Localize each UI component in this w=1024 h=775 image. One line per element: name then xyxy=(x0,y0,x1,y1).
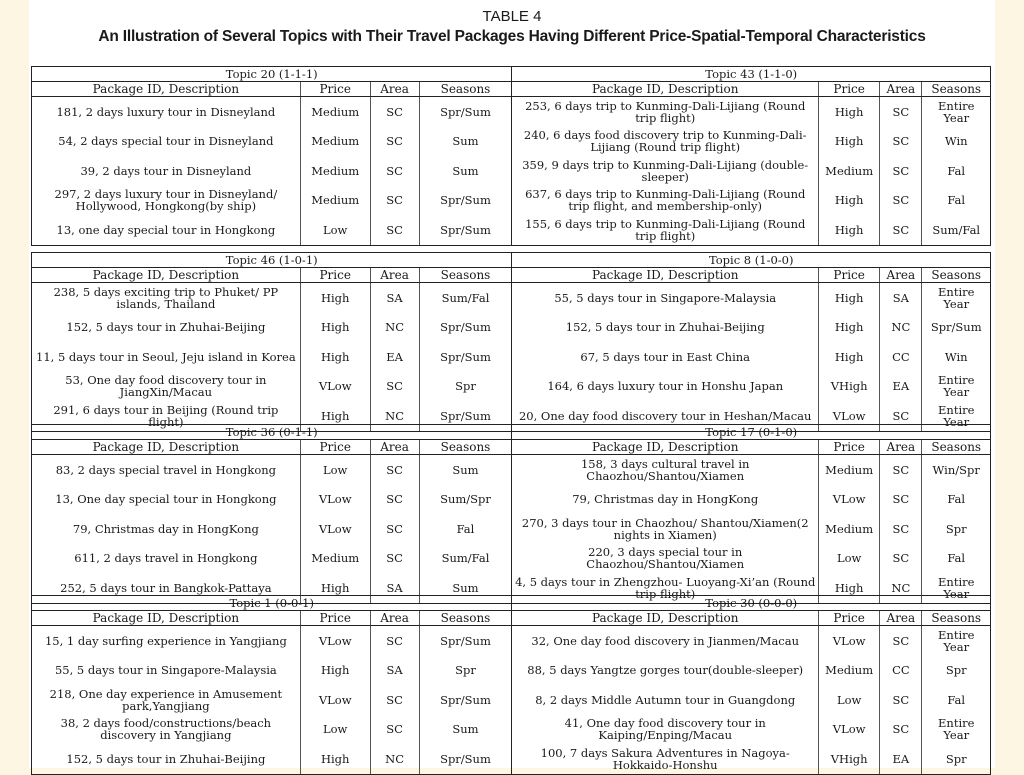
table-cell: SC xyxy=(370,455,419,485)
left-topic-heading: Topic 20 (1-1-1) xyxy=(32,67,512,82)
table-cell: Entire Year xyxy=(938,98,975,125)
table-cell: 20, One day food discovery tour in Heshan/Macau xyxy=(512,401,819,431)
table-cell: Spr/Sum xyxy=(419,401,512,431)
table-cell: SC xyxy=(880,97,922,127)
table-cell: Win xyxy=(944,349,968,364)
table-cell: Entire Year xyxy=(938,402,975,429)
table-cell: High xyxy=(819,342,880,372)
table-cell: Sum/Fal xyxy=(419,544,512,574)
topic-block xyxy=(31,424,991,604)
table-cell: SC xyxy=(880,685,922,715)
topic-block xyxy=(31,252,991,432)
column-header: Package ID, Description xyxy=(32,268,300,283)
column-header: Area xyxy=(370,440,419,455)
column-header: Price xyxy=(819,440,880,455)
table-cell: Spr xyxy=(419,372,512,402)
column-header: Area xyxy=(880,611,922,626)
column-header: Area xyxy=(880,268,922,283)
table-cell: SC xyxy=(370,372,419,402)
table-cell: Sum/Fal xyxy=(419,283,512,313)
table-cell: SC xyxy=(880,455,922,485)
column-header: Package ID, Description xyxy=(512,611,819,626)
left-topic-heading: Topic 36 (0-1-1) xyxy=(32,425,512,440)
table-row xyxy=(32,186,990,216)
table-cell: EA xyxy=(370,342,419,372)
table-cell: 291, 6 days tour in Beijing (Round trip flight) xyxy=(32,401,300,431)
column-header: Seasons xyxy=(419,82,512,97)
column-header: Seasons xyxy=(922,440,990,455)
table-cell: SC xyxy=(880,514,922,544)
table-cell: 67, 5 days tour in East China xyxy=(512,342,819,372)
column-header: Price xyxy=(300,268,370,283)
table-cell: 100, 7 days Sakura Adventures in Nagoya- Hokkaido-Honshu xyxy=(512,744,819,774)
table-cell: High xyxy=(300,283,370,313)
table-cell: 270, 3 days tour in Chaozhou/ Shantou/Xiamen(2 nights in Xiamen) xyxy=(512,514,819,544)
table-cell: SC xyxy=(880,186,922,216)
table-cell: VLow xyxy=(300,685,370,715)
table-cell: 4, 5 days tour in Zhengzhou- Luoyang-Xi’an (Round trip flight) xyxy=(512,573,819,603)
table-cell: Fal xyxy=(947,492,966,507)
table-cell: NC xyxy=(880,573,922,603)
table-cell: 220, 3 days special tour in Chaozhou/Shantou/Xiamen xyxy=(512,544,819,574)
table-cell: Medium xyxy=(819,156,880,186)
table-cell: Entire Year xyxy=(938,284,975,311)
table-cell: Spr/Sum xyxy=(419,342,512,372)
table-cell: Win xyxy=(944,134,968,149)
column-header: Package ID, Description xyxy=(512,268,819,283)
table-cell: 55, 5 days tour in Singapore-Malaysia xyxy=(32,656,300,686)
table-cell: VLow xyxy=(819,715,880,745)
table-cell: High xyxy=(300,342,370,372)
topic-block xyxy=(31,66,991,246)
table-cell: 238, 5 days exciting trip to Phuket/ PP islands, Thailand xyxy=(32,283,300,313)
table-cell: SC xyxy=(370,685,419,715)
table-cell: Medium xyxy=(300,156,370,186)
table-cell: High xyxy=(819,127,880,157)
table-cell: 253, 6 days trip to Kunming-Dali-Lijiang (Round trip flight) xyxy=(512,97,819,127)
table-row xyxy=(32,685,990,715)
table-cell: SC xyxy=(370,715,419,745)
table-cell: Entire Year xyxy=(938,373,975,400)
table-cell: SA xyxy=(370,656,419,686)
table-cell: Sum/Fal xyxy=(932,222,981,237)
table-row xyxy=(32,744,990,774)
column-header: Seasons xyxy=(419,611,512,626)
table-cell: SA xyxy=(880,283,922,313)
table-cell: Medium xyxy=(819,514,880,544)
table-cell: 38, 2 days food/constructions/beach discovery in Yangjiang xyxy=(32,715,300,745)
table-cell: 53, One day food discovery tour in JiangXin/Macau xyxy=(32,372,300,402)
table-cell: Spr xyxy=(945,663,967,678)
table-cell: Sum/Spr xyxy=(419,485,512,515)
column-header: Area xyxy=(370,611,419,626)
table-title: An Illustration of Several Topics with Their Travel Packages Having Different Price-Spatial-Temporal Characteristics xyxy=(98,28,926,45)
table-cell: VLow xyxy=(300,485,370,515)
table-row xyxy=(32,544,990,574)
column-header: Price xyxy=(819,611,880,626)
table-cell: Spr/Sum xyxy=(419,744,512,774)
table-cell: SA xyxy=(370,573,419,603)
table-cell: High xyxy=(300,656,370,686)
table-cell: Fal xyxy=(947,551,966,566)
column-header: Seasons xyxy=(419,440,512,455)
table-cell: 152, 5 days tour in Zhuhai-Beijing xyxy=(32,744,300,774)
table-cell: 359, 9 days trip to Kunming-Dali-Lijiang (double-sleeper) xyxy=(512,156,819,186)
table-cell: Medium xyxy=(300,127,370,157)
table-cell: SC xyxy=(880,626,922,656)
left-topic-heading: Topic 1 (0-0-1) xyxy=(32,596,512,611)
table-cell: CC xyxy=(880,342,922,372)
table-cell: 15, 1 day surfing experience in Yangjiang xyxy=(32,626,300,656)
table-cell: SC xyxy=(880,715,922,745)
table-cell: SC xyxy=(370,544,419,574)
table-cell: 611, 2 days travel in Hongkong xyxy=(32,544,300,574)
table-cell: 152, 5 days tour in Zhuhai-Beijing xyxy=(512,313,819,343)
topic-table xyxy=(32,67,990,245)
table-row xyxy=(32,485,990,515)
column-header: Package ID, Description xyxy=(512,440,819,455)
table-cell: NC xyxy=(370,744,419,774)
table-cell: High xyxy=(819,97,880,127)
table-cell: SC xyxy=(880,544,922,574)
table-cell: SC xyxy=(370,514,419,544)
table-cell: Medium xyxy=(300,544,370,574)
table-row xyxy=(32,97,990,127)
table-cell: SC xyxy=(880,215,922,245)
table-cell: SC xyxy=(370,626,419,656)
table-cell: High xyxy=(819,186,880,216)
column-header: Package ID, Description xyxy=(32,440,300,455)
table-row xyxy=(32,715,990,745)
table-cell: SA xyxy=(370,283,419,313)
column-header: Seasons xyxy=(419,268,512,283)
table-cell: SC xyxy=(370,127,419,157)
table-cell: 297, 2 days luxury tour in Disneyland/ Hollywood, Hongkong(by ship) xyxy=(32,186,300,216)
topic-block xyxy=(31,595,991,775)
table-cell: High xyxy=(300,313,370,343)
column-header: Seasons xyxy=(922,82,990,97)
table-cell: VLow xyxy=(300,626,370,656)
column-header: Price xyxy=(300,440,370,455)
table-cell: Low xyxy=(300,215,370,245)
table-row xyxy=(32,455,990,485)
table-cell: Spr/Sum xyxy=(419,313,512,343)
table-cell: 13, One day special tour in Hongkong xyxy=(32,485,300,515)
table-row xyxy=(32,514,990,544)
table-cell: Sum xyxy=(419,127,512,157)
table-cell: VLow xyxy=(300,514,370,544)
table-cell: 39, 2 days tour in Disneyland xyxy=(32,156,300,186)
table-cell: SC xyxy=(370,186,419,216)
column-header: Area xyxy=(370,82,419,97)
right-topic-heading: Topic 30 (0-0-0) xyxy=(512,596,990,611)
table-cell: Medium xyxy=(819,656,880,686)
table-cell: SC xyxy=(880,401,922,431)
table-cell: VLow xyxy=(819,626,880,656)
table-row xyxy=(32,372,990,402)
table-cell: 252, 5 days tour in Bangkok-Pattaya xyxy=(32,573,300,603)
column-header: Seasons xyxy=(922,611,990,626)
table-cell: 11, 5 days tour in Seoul, Jeju island in Korea xyxy=(32,342,300,372)
right-topic-heading: Topic 8 (1-0-0) xyxy=(512,253,990,268)
topic-table xyxy=(32,253,990,431)
table-cell: Spr xyxy=(419,656,512,686)
table-cell: Sum xyxy=(419,715,512,745)
table-cell: Low xyxy=(819,544,880,574)
table-cell: VLow xyxy=(819,401,880,431)
table-cell: Medium xyxy=(300,97,370,127)
table-cell: Fal xyxy=(419,514,512,544)
column-header: Price xyxy=(300,82,370,97)
table-cell: VHigh xyxy=(819,372,880,402)
column-header: Package ID, Description xyxy=(32,82,300,97)
table-cell: SC xyxy=(880,127,922,157)
table-cell: NC xyxy=(370,401,419,431)
table-cell: Spr/Sum xyxy=(419,186,512,216)
table-cell: Low xyxy=(300,455,370,485)
table-cell: High xyxy=(819,313,880,343)
table-cell: Medium xyxy=(300,186,370,216)
column-header: Price xyxy=(819,268,880,283)
table-cell: 55, 5 days tour in Singapore-Malaysia xyxy=(512,283,819,313)
column-header: Area xyxy=(880,440,922,455)
table-cell: SC xyxy=(370,97,419,127)
table-label: TABLE 4 xyxy=(482,8,542,25)
table-row xyxy=(32,656,990,686)
table-row xyxy=(32,127,990,157)
table-cell: 32, One day food discovery in Jianmen/Macau xyxy=(512,626,819,656)
table-cell: SC xyxy=(370,485,419,515)
table-row xyxy=(32,156,990,186)
table-cell: SC xyxy=(370,156,419,186)
table-cell: 155, 6 days trip to Kunming-Dali-Lijiang (Round trip flight) xyxy=(512,215,819,245)
column-header: Package ID, Description xyxy=(32,611,300,626)
table-cell: High xyxy=(819,283,880,313)
column-header: Seasons xyxy=(922,268,990,283)
table-cell: 83, 2 days special travel in Hongkong xyxy=(32,455,300,485)
table-cell: Fal xyxy=(947,193,966,208)
table-cell: 158, 3 days cultural travel in Chaozhou/Shantou/Xiamen xyxy=(512,455,819,485)
table-cell: High xyxy=(819,215,880,245)
table-cell: 41, One day food discovery tour in Kaiping/Enping/Macau xyxy=(512,715,819,745)
table-cell: 637, 6 days trip to Kunming-Dali-Lijiang (Round trip flight, and membership-only) xyxy=(512,186,819,216)
table-cell: Spr/Sum xyxy=(419,97,512,127)
table-cell: Spr/Sum xyxy=(419,215,512,245)
table-cell: Entire Year xyxy=(938,716,975,743)
table-cell: NC xyxy=(880,313,922,343)
table-row xyxy=(32,342,990,372)
table-cell: VHigh xyxy=(819,744,880,774)
table-row xyxy=(32,283,990,313)
table-cell: Win/Spr xyxy=(932,462,980,477)
table-cell: Sum xyxy=(419,573,512,603)
table-cell: Fal xyxy=(947,692,966,707)
table-cell: Fal xyxy=(947,163,966,178)
column-header: Area xyxy=(880,82,922,97)
table-cell: Low xyxy=(300,715,370,745)
table-cell: SC xyxy=(880,485,922,515)
table-cell: 88, 5 days Yangtze gorges tour(double-sleeper) xyxy=(512,656,819,686)
column-header: Price xyxy=(819,82,880,97)
table-cell: EA xyxy=(880,372,922,402)
table-cell: Sum xyxy=(419,455,512,485)
table-cell: Spr xyxy=(945,751,967,766)
table-cell: High xyxy=(300,573,370,603)
table-cell: 240, 6 days food discovery trip to Kunming-Dali-Lijiang (Round trip flight) xyxy=(512,127,819,157)
table-cell: 164, 6 days luxury tour in Honshu Japan xyxy=(512,372,819,402)
topic-table xyxy=(32,425,990,603)
table-cell: 79, Christmas day in HongKong xyxy=(32,514,300,544)
table-cell: VLow xyxy=(819,485,880,515)
paper-page xyxy=(29,0,995,772)
table-cell: Low xyxy=(819,685,880,715)
table-cell: Medium xyxy=(819,455,880,485)
table-cell: NC xyxy=(370,313,419,343)
table-row xyxy=(32,215,990,245)
left-topic-heading: Topic 46 (1-0-1) xyxy=(32,253,512,268)
table-cell: EA xyxy=(880,744,922,774)
table-cell: Entire Year xyxy=(938,574,975,601)
table-cell: Entire Year xyxy=(938,627,975,654)
table-cell: Spr/Sum xyxy=(419,685,512,715)
table-cell: Sum xyxy=(419,156,512,186)
table-cell: Spr/Sum xyxy=(419,626,512,656)
table-cell: VLow xyxy=(300,372,370,402)
table-cell: SC xyxy=(370,215,419,245)
table-cell: 13, one day special tour in Hongkong xyxy=(32,215,300,245)
table-cell: 218, One day experience in Amusement park,Yangjiang xyxy=(32,685,300,715)
right-topic-heading: Topic 43 (1-1-0) xyxy=(512,67,990,82)
column-header: Area xyxy=(370,268,419,283)
right-topic-heading: Topic 17 (0-1-0) xyxy=(512,425,990,440)
table-cell: 79, Christmas day in HongKong xyxy=(512,485,819,515)
table-cell: Spr xyxy=(945,521,967,536)
table-cell: High xyxy=(300,401,370,431)
table-cell: High xyxy=(819,573,880,603)
column-header: Price xyxy=(300,611,370,626)
table-cell: High xyxy=(300,744,370,774)
table-row xyxy=(32,313,990,343)
table-cell: Spr/Sum xyxy=(930,320,982,335)
table-cell: 54, 2 days special tour in Disneyland xyxy=(32,127,300,157)
table-cell: 8, 2 days Middle Autumn tour in Guangdong xyxy=(512,685,819,715)
table-row xyxy=(32,626,990,656)
table-cell: SC xyxy=(880,156,922,186)
table-cell: 181, 2 days luxury tour in Disneyland xyxy=(32,97,300,127)
topic-table xyxy=(32,596,990,774)
column-header: Package ID, Description xyxy=(512,82,819,97)
table-cell: 152, 5 days tour in Zhuhai-Beijing xyxy=(32,313,300,343)
table-cell: CC xyxy=(880,656,922,686)
